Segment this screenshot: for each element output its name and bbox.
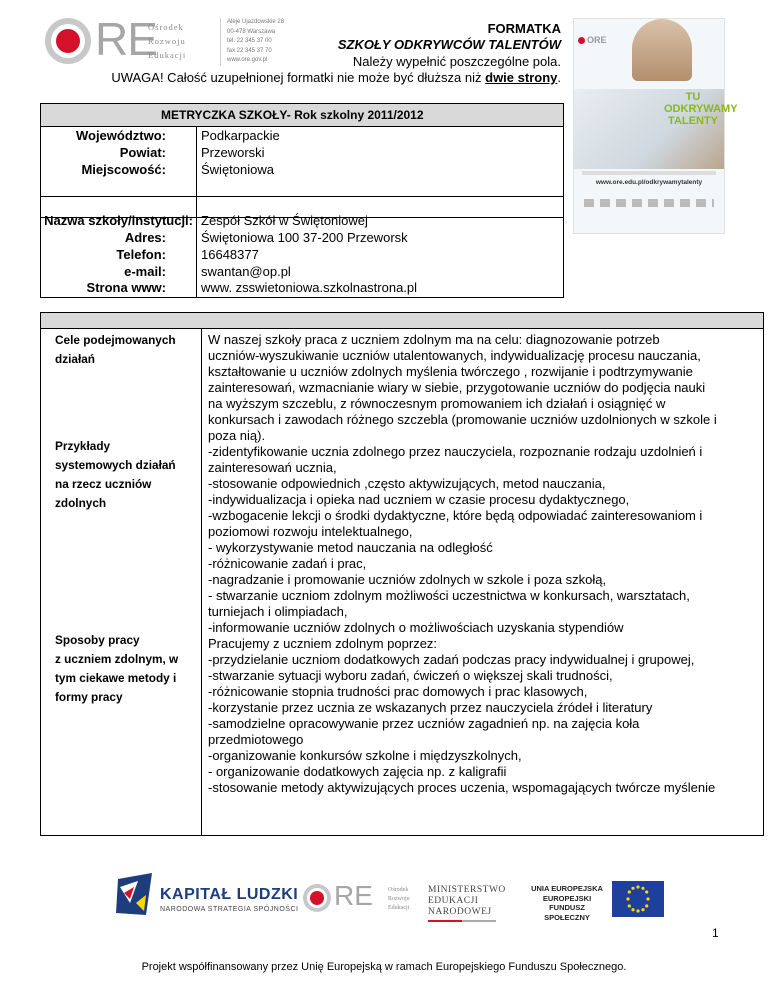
kapital-ludzki-title: KAPITAŁ LUDZKI bbox=[160, 886, 299, 903]
poster-ore-logo: ORE bbox=[578, 35, 607, 45]
value-email: swantan@op.pl bbox=[201, 264, 291, 279]
label-system-actions: Przykłady systemowych działań na rzecz uczniów zdolnych bbox=[55, 439, 176, 510]
ore-logo-mark bbox=[45, 18, 91, 64]
ore-name: Ośrodek Rozwoju Edukacji bbox=[148, 22, 187, 60]
label-county: Powiat: bbox=[119, 145, 166, 160]
value-school-name: Zespół Szkół w Świętoniowej bbox=[201, 213, 368, 228]
activities-table bbox=[40, 312, 764, 836]
label-phone: Telefon: bbox=[116, 247, 166, 262]
page-number: 1 bbox=[712, 926, 719, 940]
poster-photo-child bbox=[632, 19, 692, 81]
ore-address: Aleje Ujazdowskie 28 00-478 Warszawa tel. 22 345 37 00 fax 22 345 37 70 www.ore.gov.pl bbox=[220, 18, 284, 66]
label-goals: Cele podejmowanych działań bbox=[55, 333, 176, 366]
ore-logo bbox=[45, 13, 157, 66]
footer-ore-mark bbox=[303, 884, 331, 912]
footer-note: Projekt współfinansowany przez Unię Europejską w ramach Europejskiego Funduszu Społecznego. bbox=[141, 961, 627, 973]
activities-table-header bbox=[41, 313, 763, 329]
value-address: Świętoniowa 100 37-200 Przeworsk bbox=[201, 230, 408, 245]
campaign-poster bbox=[573, 18, 738, 234]
footer-ore-logo bbox=[303, 880, 383, 914]
poster-small-text bbox=[582, 171, 716, 175]
school-profile-header bbox=[41, 104, 563, 127]
column-divider bbox=[201, 329, 202, 835]
label-school-name: Nazwa szkoły/instytucji: bbox=[44, 213, 193, 228]
ministry-logo-bar bbox=[428, 920, 496, 922]
label-locality: Miejscowość: bbox=[81, 162, 166, 177]
label-voivodeship: Województwo: bbox=[75, 128, 166, 143]
footer-ore-letters: RE bbox=[334, 880, 373, 911]
school-profile-title: METRYCZKA SZKOŁY- Rok szkolny 2011/2012 bbox=[161, 108, 424, 122]
footer-ore-name: Ośrodek Rozwoju Edukacji bbox=[388, 887, 410, 911]
value-voivodeship: Podkarpackie bbox=[201, 128, 280, 143]
ministry-logo: MINISTERSTWO EDUKACJI NARODOWEJ bbox=[428, 885, 506, 917]
poster-slogan: TU ODKRYWAMY TALENTY bbox=[664, 91, 738, 127]
poster-url: www.ore.edu.pl/odkrywamytalenty bbox=[595, 179, 703, 186]
label-work-methods: Sposoby pracy z uczniem zdolnym, w tym ciekawe metody i formy pracy bbox=[55, 633, 179, 704]
instruction-note: Należy wypełnić poszczególne pola. bbox=[352, 54, 561, 69]
value-county: Przeworski bbox=[201, 145, 265, 160]
form-title: FORMATKA bbox=[487, 21, 561, 36]
column-divider bbox=[196, 126, 197, 297]
goals-text: W naszej szkoły praca z uczniem zdolnym ma na celu: diagnozowanie potrzeb uczniów-wyszukiwanie uczniów utalentowanych, indywidualizację procesu nauczania, kształtowanie u uczniów zdolnych myślenia twórczego , rozwijanie i podtrzymywanie zainteresowań, wzmacnianie wiary w siebie, przygotowanie uczniów do podjęcia nauki na wyższym szczeblu, z równoczesnym promowaniem ich działań i osiągnięć w konkursach i zawodach różnego szczebla (promowanie uczniów uzdolnionych w szkole i poza nią). -zidentyfikowanie ucznia zdolnego przez nauczyciela, rozpoznanie rodzaju uzdolnień i zainteresowań ucznia, -stosowanie odpowiednich ,często aktywizujących, metod nauczania, -indywidualizacja i opieka nad uczniem w czasie procesu dydaktycznego, -wzbogacenie lekcji o środki dydaktyczne, które będą odpowiadać zainteresowaniom i poziomowi rozwoju intelektualnego, - wykorzystywanie metod nauczania na odległość -różnicowanie zadań i prac, -nagradzanie i promowanie uczniów zdolnych w szkole i poza szkołą, - stwarzanie uczniom zdolnym możliwości uczestnictwa w konkursach, warsztatach, turniejach i olimpiadach, -informowanie uczniów zdolnych o możliwościach uzyskania stypendiów Pracujemy z uczniem zdolnym poprzez: -przydzielanie uczniom dodatkowych zadań podczas pracy indywidualnej i grupowej, -stwarzanie sytuacji wyboru zadań, ćwiczeń o większej skali trudności, -różnicowanie stopnia trudności prac domowych i prac klasowych, -korzystanie przez ucznia ze wskazanych przez nauczyciela źródeł i literatury -samodzielne opracowywanie przez uczniów zagadnień np. na zajęcia koła przedmiotowego -organizowanie konkursów szkolne i międzyszkolnych, - organizowanie dodatkowych zajęcia np. z kaligrafii -stosowanie metody aktywizujących proces uczenia, wspomagających twórcze myślenie bbox=[208, 332, 717, 795]
row-divider bbox=[41, 196, 563, 197]
ore-logo-letters: RE bbox=[95, 13, 157, 65]
label-address: Adres: bbox=[124, 230, 166, 245]
kapital-ludzki-subtitle: NARODOWA STRATEGIA SPÓJNOŚCI bbox=[160, 906, 299, 913]
eu-flag-icon bbox=[612, 881, 664, 917]
value-website: www. zsswietoniowa.szkolnastrona.pl bbox=[201, 280, 418, 295]
value-locality: Świętoniowa bbox=[201, 162, 274, 177]
eu-label: UNIA EUROPEJSKA EUROPEJSKI FUNDUSZ SPOŁECZNY bbox=[531, 884, 603, 922]
label-email: e-mail: bbox=[124, 264, 166, 279]
poster-sponsor-logos bbox=[584, 199, 714, 207]
kapital-ludzki-flag-icon bbox=[116, 873, 154, 917]
warning-note: UWAGA! Całość uzupełnionej formatki nie może być dłuższa niż dwie strony. bbox=[111, 70, 561, 85]
school-profile-table bbox=[40, 103, 564, 298]
value-phone: 16648377 bbox=[201, 247, 259, 262]
label-website: Strona www: bbox=[86, 280, 166, 295]
form-subtitle: SZKOŁY ODKRYWCÓW TALENTÓW bbox=[337, 37, 561, 52]
